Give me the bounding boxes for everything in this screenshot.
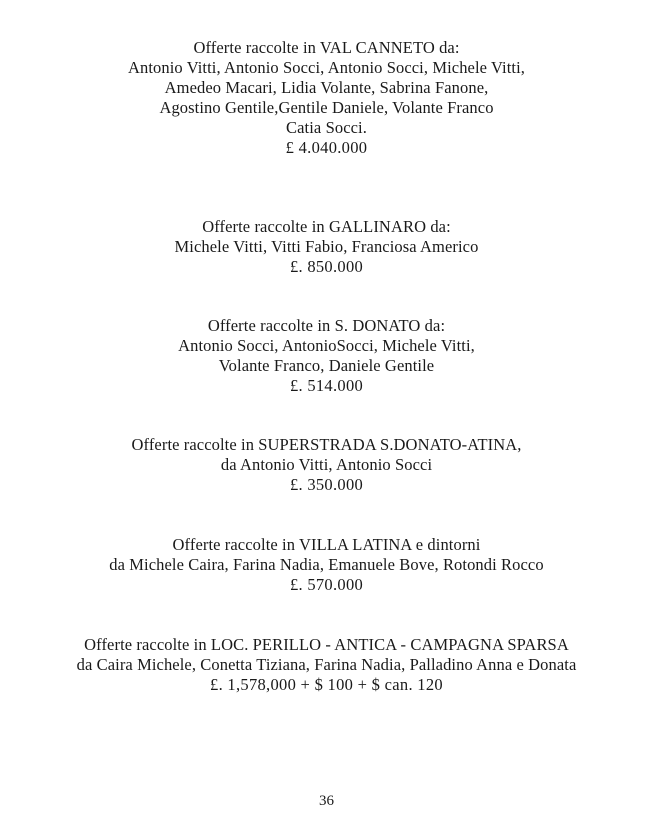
donor-line: Catia Socci. xyxy=(286,118,367,137)
section-amount: £. 514.000 xyxy=(289,376,364,395)
section-amount: £. 570.000 xyxy=(289,575,364,594)
section-superstrada xyxy=(0,435,653,495)
section-heading: Offerte raccolte in VILLA LATINA e dintorni xyxy=(172,535,481,554)
section-villa-latina xyxy=(0,535,653,595)
donor-line: da Michele Caira, Farina Nadia, Emanuele Bove, Rotondi Rocco xyxy=(109,555,544,574)
donor-line: Michele Vitti, Vitti Fabio, Franciosa Americo xyxy=(174,237,479,256)
section-heading: Offerte raccolte in S. DONATO da: xyxy=(207,316,446,335)
section-amount: £. 350.000 xyxy=(289,475,364,494)
donor-line: Volante Franco, Daniele Gentile xyxy=(218,356,435,375)
section-heading: Offerte raccolte in GALLINARO da: xyxy=(202,217,451,236)
donor-line: da Antonio Vitti, Antonio Socci xyxy=(220,455,433,474)
section-s-donato xyxy=(0,316,653,396)
page-number: 36 xyxy=(319,793,334,809)
section-heading: Offerte raccolte in SUPERSTRADA S.DONATO-ATINA, xyxy=(131,435,522,454)
donor-line: Antonio Socci, AntonioSocci, Michele Vitti, xyxy=(178,336,475,355)
section-amount: £ 4.040.000 xyxy=(285,138,368,157)
section-heading: Offerte raccolte in LOC. PERILLO - ANTICA - CAMPAGNA SPARSA xyxy=(84,635,569,654)
section-gallinaro xyxy=(0,217,653,277)
donor-line: Antonio Vitti, Antonio Socci, Antonio Socci, Michele Vitti, xyxy=(127,58,525,77)
section-loc-perillo xyxy=(0,635,653,695)
section-amount: £. 1,578,000 + $ 100 + $ can. 120 xyxy=(210,675,443,694)
section-val-canneto xyxy=(0,38,653,158)
donor-line: da Caira Michele, Conetta Tiziana, Farina Nadia, Palladino Anna e Donata xyxy=(76,655,577,674)
section-heading: Offerte raccolte in VAL CANNETO da: xyxy=(193,38,460,57)
donor-line: Amedeo Macari, Lidia Volante, Sabrina Fanone, xyxy=(164,78,489,97)
donor-line: Agostino Gentile,Gentile Daniele, Volante Franco xyxy=(159,98,494,117)
section-amount: £. 850.000 xyxy=(289,257,364,276)
